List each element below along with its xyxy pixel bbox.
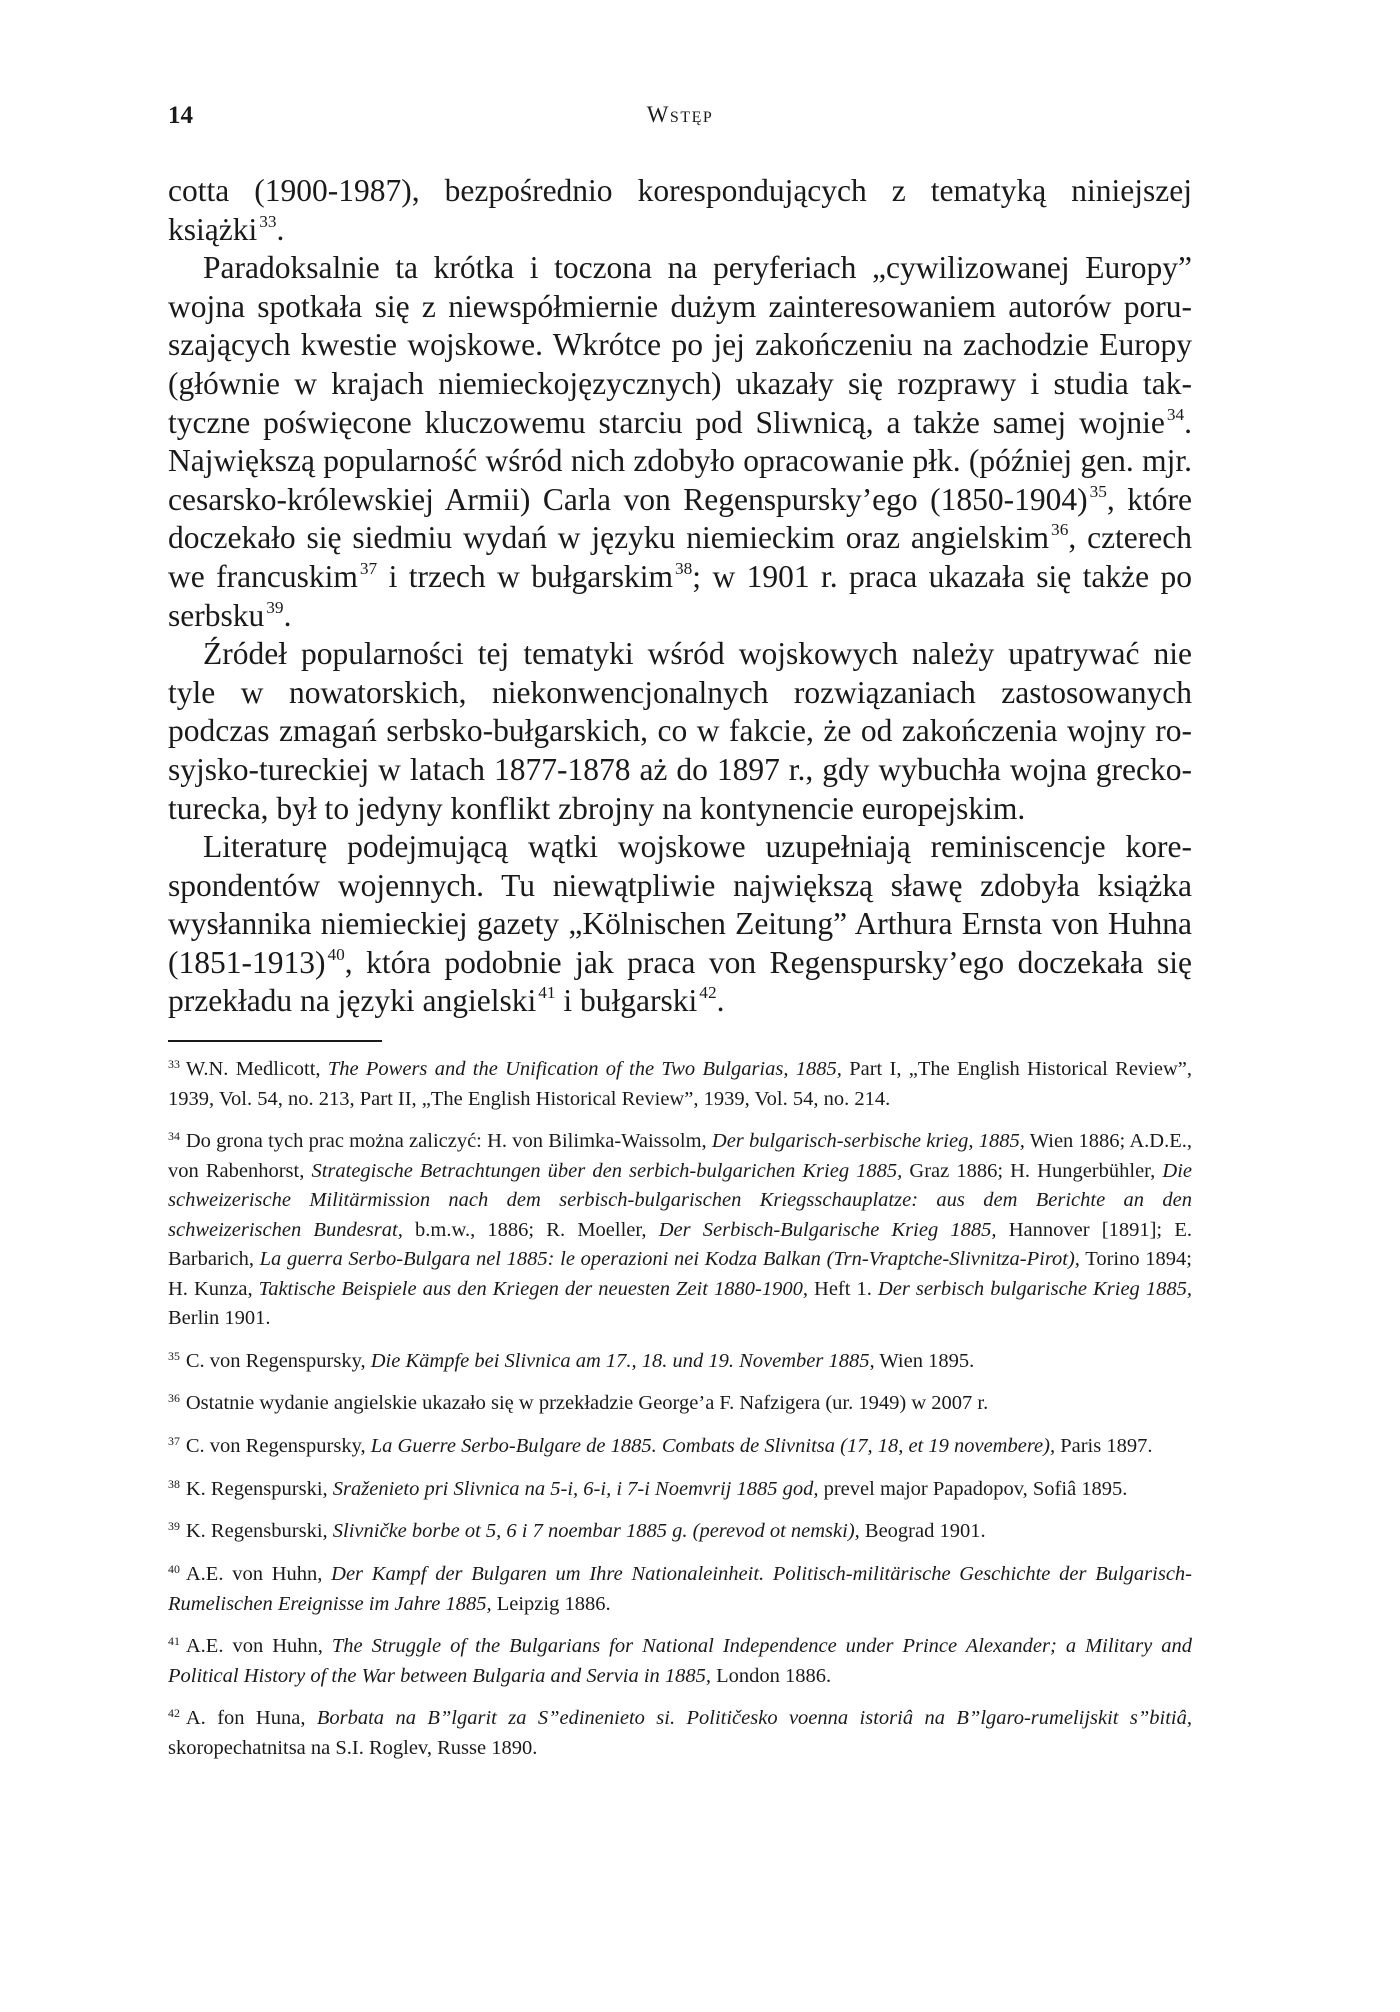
page-header bbox=[168, 102, 1192, 138]
text-run: b.m.w., 1886; R. Moeller, bbox=[402, 1218, 659, 1241]
text-run: i bułgarski bbox=[555, 983, 698, 1019]
footnote-number: 34 bbox=[168, 1129, 180, 1144]
footnote bbox=[168, 1050, 1192, 1114]
text-run: A.E. von Huhn, bbox=[185, 1635, 332, 1658]
italic-title: La Guerre Serbo-Bulgare de 1885. Combats de Slivnitsa (17, 18, et 19 novembere), bbox=[370, 1435, 1056, 1458]
text-run: . bbox=[716, 983, 725, 1019]
footnote bbox=[168, 1342, 1192, 1377]
footnote-ref: 35 bbox=[1089, 481, 1107, 501]
text-run: , które doczekało się siedmiu wydań w języku niemieckim oraz angielskim bbox=[168, 481, 1192, 556]
italic-title: La guerra Serbo-Bulgara nel 1885: le operazioni nei Kodza Balkan (Trn-Vraptche-Slivnitza-Pirot), bbox=[259, 1248, 1080, 1271]
text-run: . bbox=[276, 211, 285, 247]
footnote-ref: 39 bbox=[266, 597, 284, 617]
text-run: Wien 1895. bbox=[874, 1349, 975, 1372]
footnote-number: 33 bbox=[168, 1057, 180, 1071]
footnote-ref: 41 bbox=[538, 983, 556, 1003]
italic-title: Der serbisch bulgarische Krieg 1885, bbox=[877, 1277, 1192, 1300]
text-run: prevel major Papadopov, Sofiâ 1895. bbox=[818, 1477, 1128, 1500]
text-run: cotta (1900-1987), bezpośrednio korespondujących z tematyką niniejszej książki bbox=[168, 173, 1192, 247]
footnote-ref: 38 bbox=[674, 558, 693, 578]
text-run: Literaturę podejmującą wątki wojskowe uzupełniają reminiscencje korespondentów wojennych. Tu niewątpliwie największą sławę zdobyła książka wysłannika niemieckiej gazety „Kölnischen Zeitung” Arthura Ernsta von Huhna (1851-1913) bbox=[168, 829, 1192, 980]
text-run: . Największą popularność wśród nich zdobyło opracowanie płk. (później gen. mjr. cesarsko-królewskiej Armii) Carla von Regenspursky’ego (1850-1904) bbox=[168, 404, 1192, 517]
text-run: Paradoksalnie ta krótka i toczona na peryferiach „cywilizowanej Europy” wojna spotkała się z niewspółmiernie dużym zainteresowaniem autorów poruszających kwestie wojskowe. Wkrótce po jej zakończeniu na zachodzie Europy (głównie w krajach niemieckojęzycznych) ukazały się rozprawy i studia taktyczne poświęcone kluczowemu starciu pod Sliwnicą, a także samej wojnie bbox=[168, 250, 1192, 440]
page-number: 14 bbox=[168, 102, 193, 129]
footnote-number: 39 bbox=[168, 1519, 180, 1534]
italic-title: Die schweizerische Militärmission nach dem serbisch-bulgarischen Kriegsschauplatze: aus dem Berichte an den schweizerischen Bundesrat, bbox=[168, 1159, 1193, 1241]
italic-title: Borbata na B”lgarit za S”edinenieto si. Političesko voenna istoriâ na B”lgaro-rumelijskit s”bitiâ, bbox=[316, 1707, 1192, 1730]
text-run: Part I, „The English Historical Review”, 1939, Vol. 54, no. 213, Part II, „The English Historical Review”, 1939, Vol. 54, no. 214. bbox=[168, 1058, 1192, 1110]
italic-title: Der Kampf der Bulgaren um Ihre Nationaleinheit. Politisch-militärische Geschichte der Bulgarisch-Rumelischen Ereignisse im Jahre 1885, bbox=[168, 1563, 1192, 1615]
text-run: A. fon Huna, bbox=[185, 1707, 317, 1730]
footnote bbox=[168, 1555, 1192, 1619]
text-run: Hannover [1891]; E. Barbarich, bbox=[168, 1218, 1192, 1271]
text-run: Paris 1897. bbox=[1055, 1435, 1153, 1458]
italic-title: The Struggle of the Bulgarians for National Independence under Prince Alexander; a Military and Political History of the War between Bulgaria and Servia in 1885, bbox=[168, 1635, 1192, 1687]
text-run: A.E. von Huhn, bbox=[185, 1563, 332, 1585]
text-run: skoropechatnitsa na S.I. Roglev, Russe 1890. bbox=[168, 1736, 538, 1759]
text-run: C. von Regenspursky, bbox=[185, 1435, 371, 1458]
text-run: Do grona tych prac można zaliczyć: H. von Bilimka-Waissolm, bbox=[185, 1130, 712, 1153]
footnote-separator bbox=[168, 1040, 382, 1042]
italic-title: Die Kämpfe bei Slivnica am 17., 18. und 19. November 1885, bbox=[370, 1349, 875, 1372]
footnote bbox=[168, 1470, 1192, 1505]
text-run: Źródeł popularności tej tematyki wśród wojskowych należy upatrywać nie tyle w nowatorskich, niekonwencjonalnych rozwiązaniach zastosowanych podczas zmagań serbsko-bułgarskich, co w fakcie, że od zakończenia wojny rosyjsko-tureckiej w latach 1877-1878 aż do 1897 r., gdy wybuchła wojna grecko-turecka, był to jedyny konflikt zbrojny na kontynencie europejskim. bbox=[168, 636, 1192, 826]
footnote-number: 42 bbox=[168, 1706, 180, 1721]
text-run: Heft 1. bbox=[807, 1277, 878, 1300]
text-run: Beograd 1901. bbox=[859, 1520, 986, 1543]
text-run: K. Regenspurski, bbox=[185, 1477, 333, 1500]
italic-title: Der Serbisch-Bulgarische Krieg 1885, bbox=[658, 1218, 997, 1241]
text-run: i trzech w bułgarskim bbox=[377, 558, 673, 594]
text-run: Berlin 1901. bbox=[168, 1307, 271, 1330]
footnote-ref: 40 bbox=[327, 944, 345, 964]
footnote-number: 35 bbox=[168, 1348, 180, 1363]
text-run: Ostatnie wydanie angielskie ukazało się w przekładzie George’a F. Nafzigera (ur. 1949) w 2007 r. bbox=[185, 1392, 989, 1415]
running-head: Wstęp bbox=[646, 102, 714, 127]
paragraph bbox=[168, 828, 1192, 1021]
footnote-number: 37 bbox=[168, 1434, 180, 1448]
text-run: ; w 1901 r. praca ukazała się także po serbsku bbox=[168, 558, 1192, 633]
footnote-ref: 33 bbox=[259, 211, 277, 231]
text-run: Leipzig 1886. bbox=[491, 1592, 611, 1615]
paragraph bbox=[168, 172, 1192, 249]
italic-title: Taktische Beispiele aus den Kriegen der neuesten Zeit 1880-1900, bbox=[258, 1277, 808, 1300]
footnote-number: 36 bbox=[168, 1391, 180, 1406]
italic-title: Strategische Betrachtungen über den serbich-bulgarichen Krieg 1885, bbox=[311, 1159, 903, 1182]
footnote-number: 38 bbox=[168, 1476, 180, 1491]
main-text bbox=[168, 172, 1192, 1021]
text-run: Torino 1894; H. Kunza, bbox=[168, 1248, 1192, 1300]
text-run: , czterech we francuskim bbox=[168, 520, 1192, 594]
footnote bbox=[168, 1627, 1192, 1691]
text-run: Wien 1886; A.D.E., von Rabenhorst, bbox=[168, 1130, 1192, 1182]
italic-title: Sraženieto pri Slivnica na 5-i, 6-i, i 7-i Noemvrij 1885 god, bbox=[332, 1477, 819, 1500]
text-run: W.N. Medlicott, bbox=[185, 1058, 328, 1081]
footnote bbox=[168, 1512, 1192, 1547]
footnote-number: 40 bbox=[168, 1561, 180, 1576]
text-run: . bbox=[283, 597, 292, 633]
footnote-number: 41 bbox=[168, 1634, 180, 1648]
footnote-ref: 37 bbox=[359, 558, 378, 578]
paragraph bbox=[168, 249, 1192, 635]
text-run: London 1886. bbox=[711, 1664, 832, 1687]
italic-title: Slivničke borbe ot 5, 6 i 7 noembar 1885 g. (perevod ot nemski), bbox=[332, 1520, 860, 1543]
footnote bbox=[168, 1384, 1192, 1419]
footnote-ref: 36 bbox=[1051, 520, 1069, 540]
text-run: , która podobnie jak praca von Regenspursky’ego doczekała się przekładu na języki angielski bbox=[168, 944, 1192, 1019]
footnote-ref: 34 bbox=[1166, 404, 1185, 424]
footnote bbox=[168, 1122, 1192, 1334]
italic-title: Der bulgarisch-serbische krieg, 1885, bbox=[711, 1130, 1025, 1153]
text-run: C. von Regenspursky, bbox=[185, 1349, 371, 1372]
footnote bbox=[168, 1699, 1192, 1763]
text-run: K. Regensburski, bbox=[185, 1520, 333, 1543]
footnote bbox=[168, 1427, 1192, 1462]
italic-title: The Powers and the Unification of the Two Bulgarias, 1885, bbox=[327, 1058, 842, 1081]
text-run: Graz 1886; H. Hungerbühler, bbox=[902, 1159, 1163, 1182]
paragraph bbox=[168, 635, 1192, 828]
footnotes bbox=[168, 1050, 1192, 1771]
footnote-ref: 42 bbox=[699, 983, 717, 1003]
